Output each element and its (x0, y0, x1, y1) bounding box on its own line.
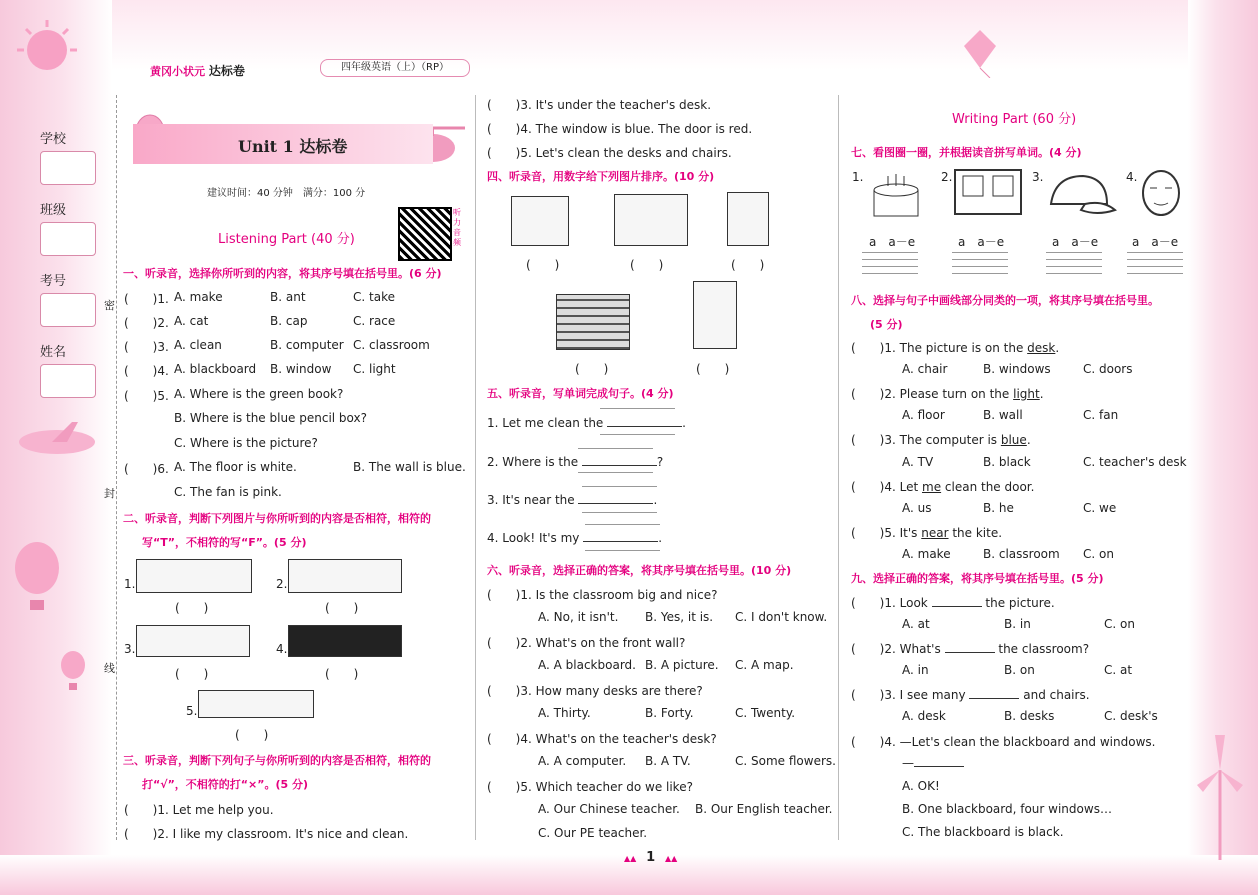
option-b[interactable]: B. classroom (983, 547, 1060, 561)
option-c[interactable]: C. The blackboard is black. (902, 825, 1064, 839)
guide-line (578, 472, 653, 473)
question-text (851, 594, 1055, 611)
name-field[interactable] (40, 364, 96, 398)
option-a[interactable]: A. in (902, 663, 929, 677)
q-pre: ( )1. Look (851, 596, 928, 610)
section-3-title-cont: 打“√”，不相符的打“×”。(5 分) (142, 778, 309, 791)
statement-item: ( )3. It's under the teacher's desk. (487, 98, 712, 112)
guide-line (600, 434, 675, 435)
option-a[interactable]: A. make (174, 290, 223, 304)
q-post: . (1055, 341, 1060, 355)
option-c[interactable]: C. teacher's desk (1083, 455, 1187, 469)
guide-line (585, 550, 660, 551)
qr-caption: 听力音频 (453, 208, 461, 247)
option-a[interactable]: A. A computer. (538, 754, 627, 768)
option-a[interactable]: A. us (902, 501, 932, 515)
option-a[interactable]: A. Where is the green book? (174, 387, 344, 401)
option-b[interactable]: B. windows (983, 362, 1051, 376)
answer-paren[interactable]: ( ) (696, 362, 730, 376)
cut-mark-mi: 密 (104, 299, 115, 312)
answer-paren[interactable]: ( ) (630, 258, 664, 272)
option-b[interactable]: B. Forty. (645, 706, 694, 720)
cake-picture (866, 168, 926, 220)
option-a[interactable]: A. Our Chinese teacher. (538, 802, 680, 816)
phonics-choice[interactable]: a a－e (958, 235, 1005, 249)
answer-blank[interactable] (932, 596, 982, 607)
picture-fan-desk (693, 281, 737, 349)
option-a[interactable]: A. Thirty. (538, 706, 591, 720)
option-a[interactable]: A. A blackboard. (538, 658, 636, 672)
answer-paren[interactable]: ( ) (731, 258, 765, 272)
q-pre: ( )2. What's (851, 642, 941, 656)
sentence-text: 1. Let me clean the (487, 416, 604, 430)
option-b[interactable]: B. black (983, 455, 1031, 469)
option-c[interactable]: C. Twenty. (735, 706, 796, 720)
question-text: ( )2. What's on the front wall? (487, 636, 686, 650)
option-c[interactable]: C. Some flowers. (735, 754, 836, 768)
exam-number-field[interactable] (40, 293, 96, 327)
section-2-title-cont: 写“T”，不相符的写“F”。(5 分) (142, 536, 307, 549)
option-a[interactable]: A. OK! (902, 779, 940, 793)
picture-window-fan (198, 690, 314, 718)
q-pre: ( )1. The picture is on the (851, 341, 1028, 355)
option-b[interactable]: B. cap (270, 314, 308, 328)
question-text (851, 385, 1044, 402)
column-divider (475, 95, 476, 840)
question-number: ( )5. (124, 389, 169, 403)
guide-line (582, 486, 657, 487)
sun-icon (12, 18, 82, 78)
sentence-text: 3. It's near the (487, 493, 575, 507)
option-b[interactable]: B. ant (270, 290, 306, 304)
section-7-title: 七、看图圈一圈，并根据读音拼写单词。(4 分) (851, 146, 1082, 159)
underlined-word: me (922, 480, 942, 494)
q-pre: ( )2. Please turn on the (851, 387, 1014, 401)
option-b[interactable]: B. One blackboard, four windows… (902, 802, 1112, 816)
brand-suffix: 达标卷 (208, 64, 245, 78)
cut-mark-feng: 封 (104, 487, 115, 500)
question-text (851, 686, 1090, 703)
q-post: clean the door. (941, 480, 1035, 494)
phonics-choice[interactable]: a a－e (1052, 235, 1099, 249)
option-a[interactable]: A. TV (902, 455, 934, 469)
underlined-word: blue (1000, 433, 1027, 447)
cut-line (116, 95, 117, 840)
field-label-school: 学校 (40, 132, 67, 147)
guide-line (585, 524, 660, 525)
section-3-title: 三、听录音，判断下列句子与你所听到的内容是否相符，相符的 (123, 754, 431, 767)
answer-blank[interactable] (914, 756, 964, 767)
writing-part-title: Writing Part (60 分) (952, 112, 1077, 127)
fill-sentence (487, 416, 686, 430)
option-c[interactable]: C. on (1083, 547, 1114, 561)
q-pre: ( )3. The computer is (851, 433, 1001, 447)
unit-title: Unit 1 达标卷 (238, 137, 348, 156)
subject-pill: 四年级英语（上）（RP） (320, 59, 470, 77)
q-post: . (1039, 387, 1044, 401)
reply-line (902, 756, 964, 770)
school-field[interactable] (40, 151, 96, 185)
option-c[interactable]: C. doors (1083, 362, 1133, 376)
question-number: ( )4. (124, 364, 169, 378)
picture-number: 3. (124, 642, 136, 656)
option-c[interactable]: C. classroom (353, 338, 430, 352)
option-a[interactable]: A. clean (174, 338, 222, 352)
option-b[interactable]: B. wall (983, 408, 1023, 422)
statement-item: ( )2. I like my classroom. It's nice and clean. (124, 827, 409, 841)
question-text (851, 640, 1089, 657)
section-8-score: (5 分) (870, 318, 903, 331)
question-number: ( )1. (124, 292, 169, 306)
answer-paren[interactable]: ( ) (575, 362, 609, 376)
field-label-number: 考号 (40, 274, 67, 289)
answer-paren[interactable]: ( ) (235, 728, 269, 742)
option-c[interactable]: C. light (353, 362, 396, 376)
guide-line (578, 448, 653, 449)
cut-mark-xian: 线 (104, 662, 115, 675)
option-b[interactable]: B. Our English teacher. (695, 802, 833, 816)
option-b[interactable]: B. Where is the blue pencil box? (174, 411, 367, 425)
statement-item: ( )1. Let me help you. (124, 803, 274, 817)
sentence-end: . (682, 416, 686, 430)
q-post: and chairs. (1023, 688, 1090, 702)
fill-sentence (487, 493, 657, 507)
option-a[interactable]: A. The floor is white. (174, 460, 297, 474)
underlined-word: near (921, 526, 949, 540)
dash: — (902, 756, 914, 770)
section-4-title: 四、听录音，用数字给下列图片排序。(10 分) (487, 170, 715, 183)
phonics-choice[interactable]: a a－e (1132, 235, 1179, 249)
time-and-score: 建议时间：40 分钟 满分：100 分 (207, 188, 366, 199)
section-1-title: 一、听录音，选择你所听到的内容，将其序号填在括号里。(6 分) (123, 267, 442, 280)
picture-number: 4. (1126, 170, 1138, 184)
sentence-end: . (653, 493, 658, 507)
option-b[interactable]: B. window (270, 362, 332, 376)
phonics-choice[interactable]: a a－e (869, 235, 916, 249)
option-c[interactable]: C. The fan is pink. (174, 485, 282, 499)
answer-paren[interactable]: ( ) (526, 258, 560, 272)
answer-blank[interactable] (969, 688, 1019, 699)
q-pre: ( )4. Let (851, 480, 923, 494)
underlined-word: desk (1027, 341, 1056, 355)
sentence-end: . (658, 531, 663, 545)
q-post: the picture. (985, 596, 1055, 610)
column-divider (838, 95, 839, 840)
question-text: ( )5. Which teacher do we like? (487, 780, 693, 794)
picture-number: 1. (124, 577, 136, 591)
option-a[interactable]: A. blackboard (174, 362, 257, 376)
page-number-decoration: ▲▲ 1 ▲▲ (624, 850, 678, 865)
sentence-text: 2. Where is the (487, 455, 579, 469)
option-c[interactable]: C. take (353, 290, 395, 304)
windmill-icon (1195, 730, 1245, 860)
q-post: . (1026, 433, 1031, 447)
question-number: ( )6. (124, 462, 169, 476)
sentence-end: ? (656, 455, 664, 469)
write-blank[interactable] (607, 416, 682, 427)
option-a[interactable]: A. at (902, 617, 930, 631)
picture-mountains (511, 196, 569, 246)
option-b[interactable]: B. A TV. (645, 754, 691, 768)
option-b[interactable]: B. in (1004, 617, 1031, 631)
q-pre: ( )3. I see many (851, 688, 966, 702)
q-pre: ( )5. It's (851, 526, 922, 540)
cap-picture (1045, 170, 1117, 218)
option-c[interactable]: C. we (1083, 501, 1117, 515)
page-number: 1 (646, 850, 656, 865)
statement-item: ( )4. The window is blue. The door is red. (487, 122, 753, 136)
picture-person-cleaning (288, 625, 402, 657)
option-b[interactable]: B. A picture. (645, 658, 719, 672)
top-decoration (0, 0, 1258, 70)
option-a[interactable]: A. floor (902, 408, 945, 422)
picture-girl-window (136, 559, 252, 593)
write-blank[interactable] (582, 455, 657, 466)
option-b[interactable]: B. computer (270, 338, 344, 352)
question-text: ( )4. What's on the teacher's desk? (487, 732, 717, 746)
picture-number: 2. (941, 170, 953, 184)
question-text: ( )3. How many desks are there? (487, 684, 703, 698)
brand-name (150, 62, 245, 79)
section-9-title: 九、选择正确的答案，将其序号填在括号里。(5 分) (851, 572, 1104, 585)
statement-item: ( )5. Let's clean the desks and chairs. (487, 146, 732, 160)
option-b[interactable]: B. on (1004, 663, 1035, 677)
option-b[interactable]: B. he (983, 501, 1014, 515)
picture-desks (136, 625, 250, 657)
picture-number: 2. (276, 577, 288, 591)
brand-logo-text: 黄冈小状元 (150, 65, 205, 78)
option-c[interactable]: C. desk's (1104, 709, 1158, 723)
question-text (851, 431, 1031, 448)
picture-brick-wall (556, 294, 630, 350)
option-c[interactable]: C. I don't know. (735, 610, 828, 624)
hot-air-balloon-icon (12, 540, 62, 620)
answer-blank[interactable] (945, 642, 995, 653)
guide-line (582, 512, 657, 513)
option-b[interactable]: B. Yes, it is. (645, 610, 714, 624)
option-a[interactable]: A. No, it isn't. (538, 610, 619, 624)
answer-paren[interactable]: ( ) (175, 601, 209, 615)
listening-part-title: Listening Part (40 分) (218, 232, 355, 247)
guide-line (600, 408, 675, 409)
option-b[interactable]: B. desks (1004, 709, 1055, 723)
underlined-word: light (1013, 387, 1040, 401)
option-c[interactable]: C. race (353, 314, 396, 328)
sentence-text: 4. Look! It's my (487, 531, 580, 545)
write-blank[interactable] (583, 531, 658, 542)
picture-classroom (614, 194, 688, 246)
fill-sentence (487, 531, 662, 545)
option-a[interactable]: A. cat (174, 314, 209, 328)
section-2-title: 二、听录音，判断下列图片与你所听到的内容是否相符，相符的 (123, 512, 431, 525)
option-a[interactable]: A. chair (902, 362, 948, 376)
section-8-title: 八、选择与句子中画线部分同类的一项，将其序号填在括号里。 (851, 294, 1159, 307)
picture-number: 4. (276, 642, 288, 656)
question-text (851, 339, 1059, 356)
section-6-title: 六、听录音，选择正确的答案，将其序号填在括号里。(10 分) (487, 564, 792, 577)
class-field[interactable] (40, 222, 96, 256)
q-post: the classroom? (998, 642, 1090, 656)
q-post: the kite. (948, 526, 1003, 540)
option-c[interactable]: C. fan (1083, 408, 1119, 422)
kite-icon (960, 28, 1000, 78)
option-b[interactable]: B. The wall is blue. (353, 460, 466, 474)
option-c[interactable]: C. at (1104, 663, 1133, 677)
small-balloon-icon (58, 650, 88, 695)
question-text (851, 524, 1002, 541)
picture-number: 3. (1032, 170, 1044, 184)
picture-light-switch (288, 559, 402, 593)
field-label-class: 班级 (40, 203, 67, 218)
question-text: ( )4. —Let's clean the blackboard and windows. (851, 735, 1156, 749)
option-c[interactable]: C. Where is the picture? (174, 436, 318, 450)
door-picture (953, 168, 1023, 216)
answer-paren[interactable]: ( ) (325, 667, 359, 681)
student-info (40, 128, 96, 398)
answer-paren[interactable]: ( ) (325, 601, 359, 615)
picture-number: 5. (186, 704, 198, 718)
airplane-icon (12, 420, 102, 465)
section-5-title: 五、听录音，写单词完成句子。(4 分) (487, 387, 674, 400)
question-number: ( )3. (124, 340, 169, 354)
qr-code[interactable] (398, 207, 452, 261)
answer-paren[interactable]: ( ) (175, 667, 209, 681)
picture-door (727, 192, 769, 246)
picture-number: 1. (852, 170, 864, 184)
fill-sentence (487, 455, 663, 469)
question-number: ( )2. (124, 316, 169, 330)
option-a[interactable]: A. desk (902, 709, 946, 723)
face-picture (1136, 168, 1186, 218)
question-text (851, 478, 1034, 495)
field-label-name: 姓名 (40, 345, 67, 360)
option-a[interactable]: A. make (902, 547, 951, 561)
option-c[interactable]: C. on (1104, 617, 1135, 631)
write-blank[interactable] (578, 493, 653, 504)
option-c[interactable]: C. Our PE teacher. (538, 826, 648, 840)
question-text: ( )1. Is the classroom big and nice? (487, 588, 718, 602)
option-c[interactable]: C. A map. (735, 658, 794, 672)
